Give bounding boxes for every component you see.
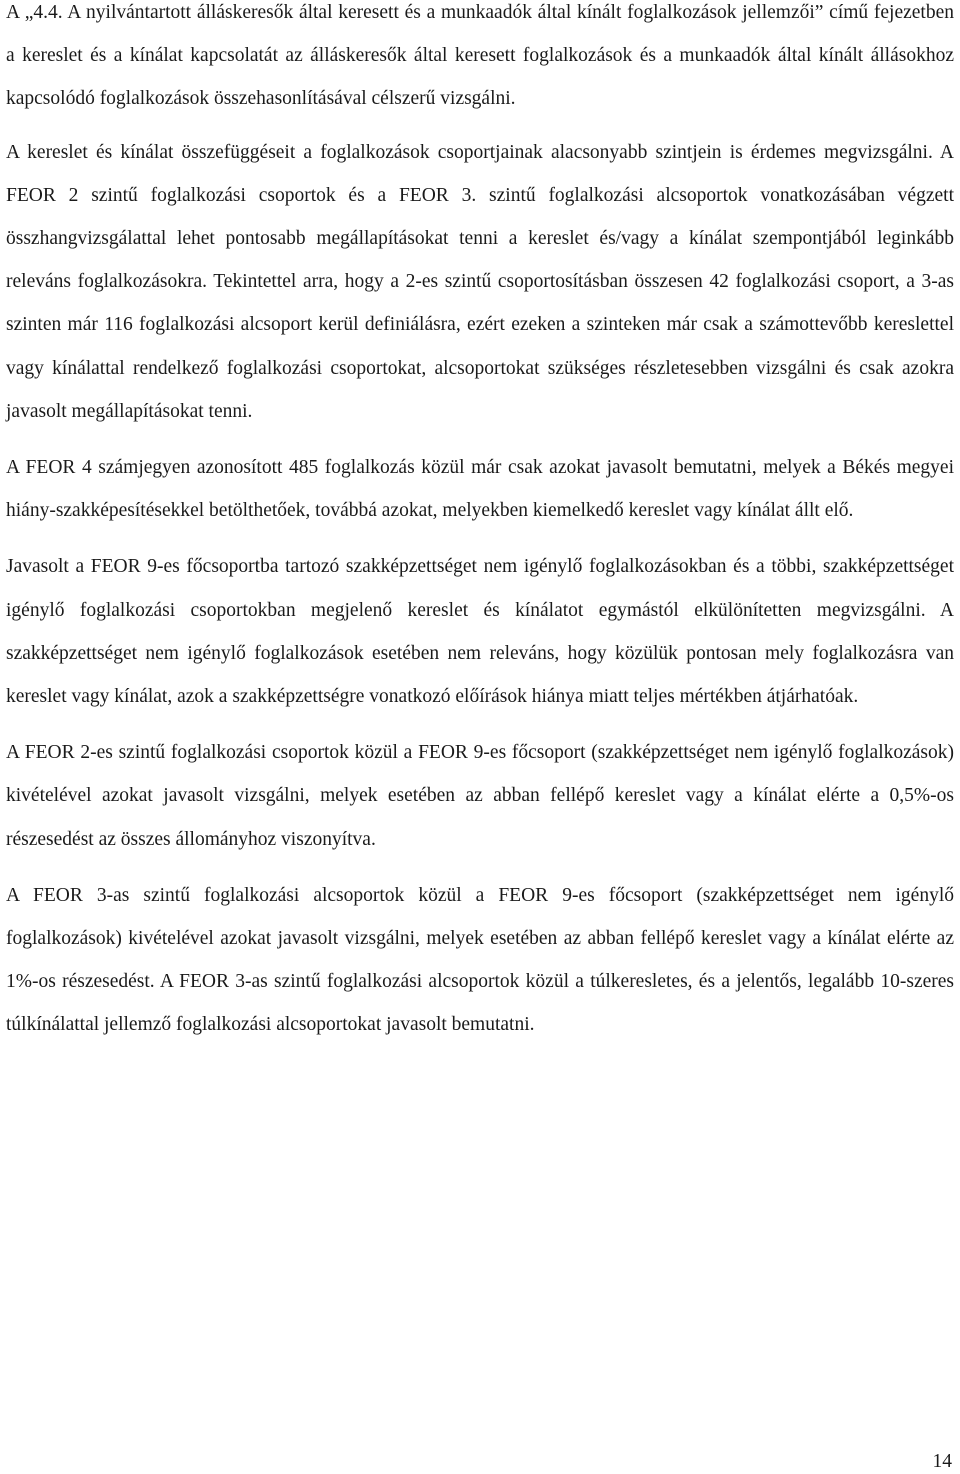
paragraph-3: A FEOR 4 számjegyen azonosított 485 foglalkozás közül már csak azokat javasolt bemutatni, melyek a Békés megyei hiány-szakképesítésekkel betölthetőek, továbbá azokat, melyekben kiemelkedő kereslet vagy kínálat állt elő. [6,457,954,522]
paragraph-4: Javasolt a FEOR 9-es főcsoportba tartozó szakképzettséget nem igénylő foglalkozásokban és a többi, szakképzettséget igénylő foglalkozási csoportokban megjelenő kereslet és kínálatot egymástól elkülönítetten megvizsgálni. A szakképzettséget nem igénylő foglalkozások esetében nem releváns, hogy közülük pontosan mely foglalkozásra van kereslet vagy kínálat, azok a szakképzettségre vonatkozó előírások hiánya miatt teljes mértékben átjárhatóak. [6,556,954,708]
paragraph-2: A kereslet és kínálat összefüggéseit a foglalkozások csoportjainak alacsonyabb szintjein is érdemes megvizsgálni. A FEOR 2 szintű foglalkozási csoportok és a FEOR 3. szintű foglalkozási alcsoportok vonatkozásában végzett összhangvizsgálattal lehet pontosabb megállapításokat tenni a kereslet és/vagy a kínálat szempontjából leginkább releváns foglalkozásokra. Tekintettel arra, hogy a 2-es szintű csoportosításban összesen 42 foglalkozási csoport, a 3-as szinten már 116 foglalkozási alcsoport kerül definiálásra, ezért ezeken a szinteken már csak a számottevőbb kereslettel vagy kínálattal rendelkező foglalkozási csoportokat, alcsoportokat szükséges részletesebben vizsgálni és csak azokra javasolt megállapításokat tenni. [6,141,954,422]
paragraph-6: A FEOR 3-as szintű foglalkozási alcsoportok közül a FEOR 9-es főcsoport (szakképzettséget nem igénylő foglalkozások) kivételével azokat javasolt vizsgálni, melyek esetében az abban fellépő kereslet vagy a kínálat elérte az 1%-os részesedést. A FEOR 3-as szintű foglalkozási alcsoportok közül a túlkeresletes, és a jelentős, legalább 10-szeres túlkínálattal jellemző foglalkozási alcsoportokat javasolt bemutatni. [6,884,954,1036]
document-page [6,0,954,1047]
paragraph-1: A „4.4. A nyilvántartott álláskeresők által keresett és a munkaadók által kínált foglalkozások jellemzői” című fejezetben a kereslet és a kínálat kapcsolatát az álláskeresők által keresett foglalkozások és a munkaadók által kínált állásokhoz kapcsolódó foglalkozások összehasonlításával célszerű vizsgálni. [6,2,954,110]
page-number: 14 [932,1451,952,1472]
paragraph-5: A FEOR 2-es szintű foglalkozási csoportok közül a FEOR 9-es főcsoport (szakképzettséget nem igénylő foglalkozások) kivételével azokat javasolt vizsgálni, melyek esetében az abban fellépő kereslet vagy a kínálat elérte a 0,5%-os részesedést az összes állományhoz viszonyítva. [6,742,954,850]
